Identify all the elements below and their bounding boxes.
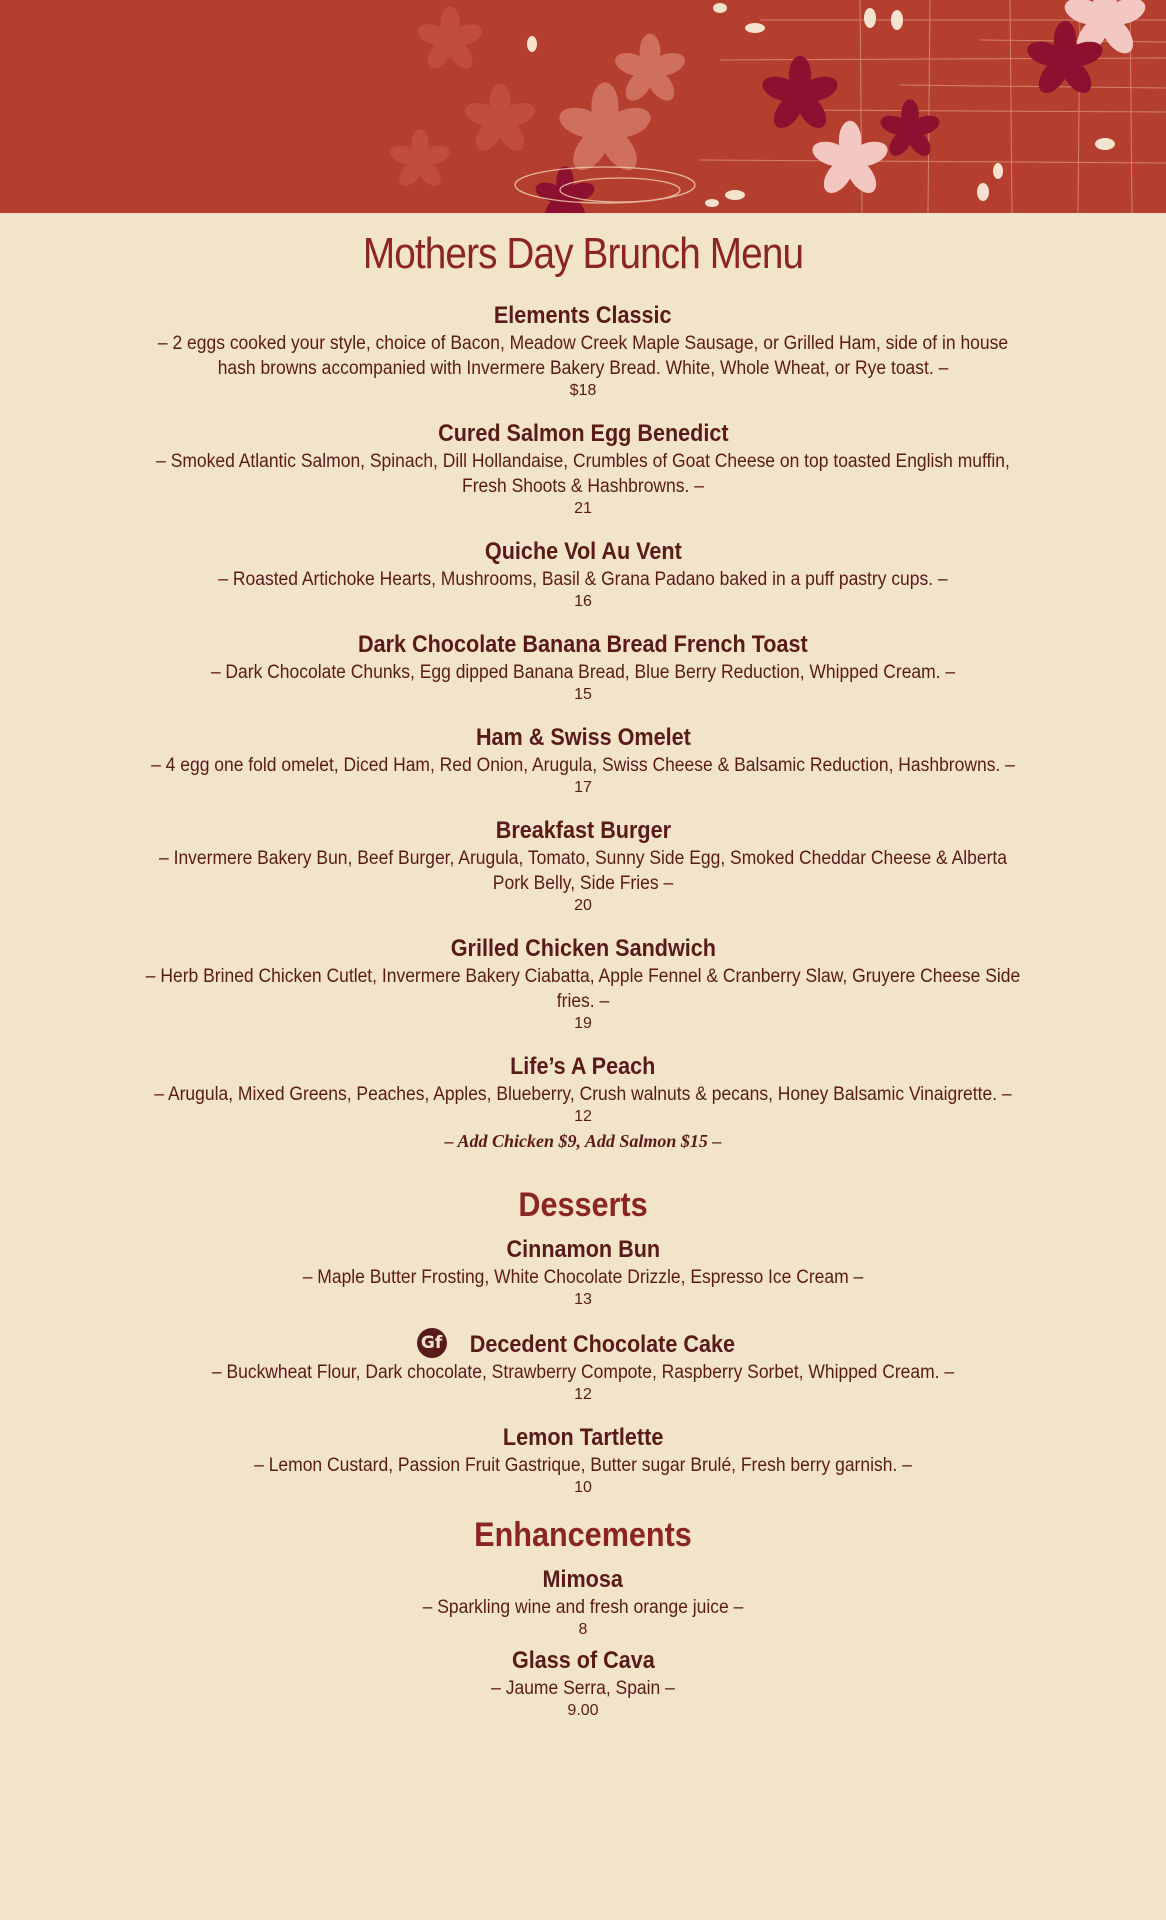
item-name: Glass of Cava: [511, 1647, 655, 1674]
menu-item: [0, 934, 1166, 1034]
item-description: – Smoked Atlantic Salmon, Spinach, Dill Hollandaise, Crumbles of Goat Cheese on top toasted English muffin, Fresh Shoots & Hashbrowns. –: [156, 451, 1010, 497]
item-price: 12: [574, 1108, 592, 1125]
header-banner: [0, 0, 1166, 213]
item-price: 12: [574, 1386, 592, 1403]
item-price: 9.00: [567, 1702, 599, 1719]
menu-content: [0, 213, 1166, 1727]
item-description: – Sparkling wine and fresh orange juice –: [422, 1597, 744, 1618]
item-price: 16: [574, 593, 592, 610]
item-price: 19: [574, 1015, 592, 1032]
menu-item: [0, 1423, 1166, 1498]
menu-item: [0, 816, 1166, 916]
item-price: 20: [574, 897, 592, 914]
item-name: Cured Salmon Egg Benedict: [437, 420, 729, 447]
item-description: – 2 eggs cooked your style, choice of Bacon, Meadow Creek Maple Sausage, or Grilled Ham, side of in house hash browns accompanied with Invermere Bakery Bread. White, Whole Wheat, or Rye toast. –: [157, 333, 1009, 379]
item-description: – Arugula, Mixed Greens, Peaches, Apples, Blueberry, Crush walnuts & pecans, Honey Balsamic Vinaigrette. –: [154, 1084, 1012, 1105]
menu-item: [0, 1646, 1166, 1721]
item-price: 15: [574, 686, 592, 703]
menu-item: [0, 1565, 1166, 1640]
menu-item: [0, 723, 1166, 798]
menu-item: [0, 1235, 1166, 1310]
gluten-free-icon: Gf: [417, 1328, 447, 1358]
menu-item: [0, 419, 1166, 519]
menu-item: [0, 537, 1166, 612]
item-name: Mimosa: [542, 1566, 624, 1593]
item-description: – Buckwheat Flour, Dark chocolate, Strawberry Compote, Raspberry Sorbet, Whipped Cream. –: [211, 1362, 955, 1383]
menu-item: [0, 630, 1166, 705]
item-price: $18: [569, 382, 597, 399]
menu-item: [0, 1328, 1166, 1405]
menu-item: [0, 1052, 1166, 1152]
menu-item: [0, 301, 1166, 401]
desserts-heading: Desserts: [518, 1186, 648, 1224]
item-description: – Roasted Artichoke Hearts, Mushrooms, Basil & Grana Padano baked in a puff pastry cups. –: [218, 569, 948, 590]
item-price: 13: [574, 1291, 592, 1308]
item-price: 17: [574, 779, 592, 796]
page-title: Mothers Day Brunch Menu: [362, 229, 804, 278]
item-name: Life’s A Peach: [510, 1053, 656, 1080]
item-name: Cinnamon Bun: [506, 1236, 660, 1263]
item-description: – Dark Chocolate Chunks, Egg dipped Banana Bread, Blue Berry Reduction, Whipped Cream. –: [210, 662, 956, 683]
item-name: Quiche Vol Au Vent: [484, 538, 682, 565]
item-description: – Maple Butter Frosting, White Chocolate Drizzle, Espresso Ice Cream –: [302, 1267, 864, 1288]
item-description: – Lemon Custard, Passion Fruit Gastrique, Butter sugar Brulé, Fresh berry garnish. –: [254, 1455, 912, 1476]
item-name: Grilled Chicken Sandwich: [450, 935, 716, 962]
enhancements-section: [0, 1565, 1166, 1721]
item-description: – Herb Brined Chicken Cutlet, Invermere Bakery Ciabatta, Apple Fennel & Cranberry Slaw, Gruyere Cheese Side fries. –: [145, 966, 1021, 1012]
item-description: – 4 egg one fold omelet, Diced Ham, Red Onion, Arugula, Swiss Cheese & Balsamic Reduction, Hashbrowns. –: [151, 755, 1015, 776]
cherry-blossom-decoration-icon: [0, 0, 1166, 213]
item-price: 10: [574, 1479, 592, 1496]
desserts-section: [0, 1235, 1166, 1498]
addon-note: – Add Chicken $9, Add Salmon $15 –: [444, 1131, 722, 1151]
item-description: – Jaume Serra, Spain –: [491, 1678, 675, 1699]
item-name: Dark Chocolate Banana Bread French Toast: [358, 631, 808, 658]
item-description: – Invermere Bakery Bun, Beef Burger, Arugula, Tomato, Sunny Side Egg, Smoked Cheddar Cheese & Alberta Pork Belly, Side Fries –: [159, 848, 1007, 894]
item-name: Breakfast Burger: [495, 817, 671, 844]
item-name: Ham & Swiss Omelet: [475, 724, 691, 751]
item-price: 21: [574, 500, 592, 517]
enhancements-heading: Enhancements: [474, 1516, 692, 1554]
item-name: Decedent Chocolate Cake: [469, 1331, 735, 1358]
item-price: 8: [578, 1621, 588, 1638]
item-name: Lemon Tartlette: [502, 1424, 664, 1451]
item-name: Elements Classic: [494, 302, 672, 329]
brunch-section: [0, 301, 1166, 1152]
